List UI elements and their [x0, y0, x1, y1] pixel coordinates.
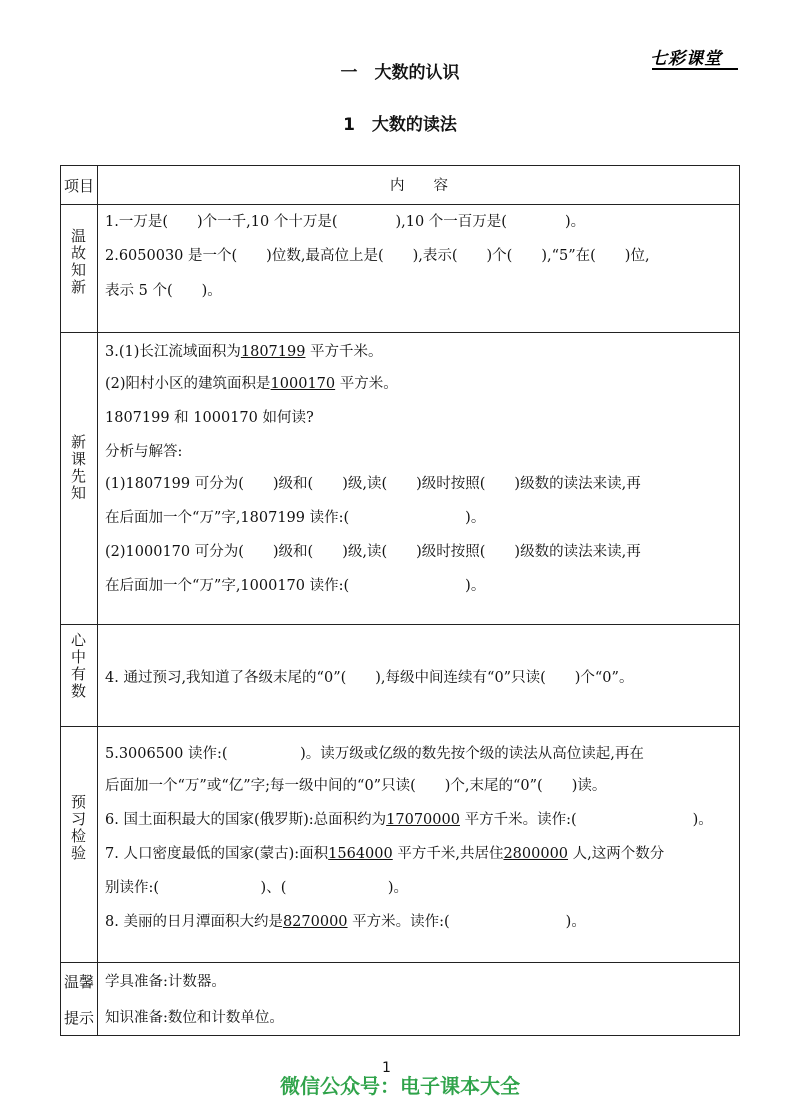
analysis-heading: 分析与解答:	[105, 444, 183, 460]
q3-part1	[105, 342, 383, 362]
q8-text	[105, 912, 586, 932]
row-divider	[61, 332, 739, 333]
brand-logo: 七彩课堂	[650, 49, 722, 69]
section-label-check: 预习检验	[69, 794, 87, 862]
analysis-1-line-2: 在后面加一个“万”字,1807199 读作:( )。	[105, 510, 486, 526]
row-divider	[61, 204, 739, 205]
worksheet-table	[60, 165, 740, 1036]
q8-number: 8270000	[282, 914, 348, 930]
section-label-preview: 新课先知	[69, 434, 87, 502]
q7-line-1	[105, 844, 664, 864]
page-number: 1	[382, 1060, 391, 1076]
q7-middle: 平方千米,共居住	[392, 846, 504, 862]
lesson-title: 1 大数的读法	[343, 115, 457, 135]
review-line-3: 表示 5 个( )。	[105, 283, 222, 299]
q3b-suffix: 平方米。	[335, 376, 398, 392]
row-divider	[61, 624, 739, 625]
q8-prefix: 8. 美丽的日月潭面积大约是	[105, 914, 283, 930]
q3b-number: 1000170	[270, 376, 336, 392]
q3a-prefix: 3.(1)长江流域面积为	[105, 344, 241, 360]
review-line-1: 1.一万是( )个一千,10 个十万是( ),10 个一百万是( )。	[105, 214, 586, 230]
q4-text: 4. 通过预习,我知道了各级末尾的“0”( ),每级中间连续有“0”只读( )个“0”。	[105, 670, 634, 686]
q5-line-2: 后面加一个“万”或“亿”字;每一级中间的“0”只读( )个,末尾的“0”( )读。	[105, 778, 607, 794]
column-divider	[97, 166, 98, 1035]
q7-prefix: 7. 人口密度最低的国家(蒙古):面积	[105, 846, 329, 862]
review-line-2: 2.6050030 是一个( )位数,最高位上是( ),表示( )个( ),“5”在( )位,	[105, 248, 650, 264]
section-label-mind: 心中有数	[69, 632, 87, 700]
analysis-1-line-1: (1)1807199 可分为( )级和( )级,读( )级时按照( )级数的读法来读,再	[105, 476, 641, 492]
analysis-2-line-2: 在后面加一个“万”字,1000170 读作:( )。	[105, 578, 486, 594]
q3-part2	[105, 374, 398, 394]
column-header-content: 内 容	[390, 178, 448, 194]
watermark-text: 微信公众号：电子课本大全	[280, 1074, 520, 1098]
tips-line-2: 知识准备:数位和计数单位。	[105, 1010, 284, 1026]
analysis-2-line-1: (2)1000170 可分为( )级和( )级,读( )级时按照( )级数的读法来读,再	[105, 544, 641, 560]
q3a-suffix: 平方千米。	[305, 344, 383, 360]
q7-line-2: 别读作:( )、( )。	[105, 880, 409, 896]
q3a-number: 1807199	[240, 344, 306, 360]
q6-suffix: 平方千米。读作:( )。	[459, 812, 713, 828]
section-label-tips-bottom: 提示	[63, 1009, 94, 1027]
q7-number-1: 1564000	[328, 846, 393, 862]
q6-prefix: 6. 国土面积最大的国家(俄罗斯):总面积约为	[105, 812, 387, 828]
q7-number-2: 2800000	[503, 846, 569, 862]
q6-number: 17070000	[386, 812, 460, 828]
q6-text	[105, 810, 713, 830]
q5-line-1: 5.3006500 读作:( )。读万级或亿级的数先按个级的读法从高位读起,再在	[105, 746, 644, 762]
tips-line-1: 学具准备:计数器。	[105, 974, 226, 990]
chapter-title: 一 大数的认识	[340, 63, 460, 83]
q3b-prefix: (2)阳村小区的建筑面积是	[105, 376, 271, 392]
column-header-item: 项目	[63, 177, 94, 195]
section-label-tips-top: 温馨	[63, 973, 94, 991]
row-divider	[61, 726, 739, 727]
q3-question: 1807199 和 1000170 如何读?	[105, 410, 314, 426]
row-divider	[61, 962, 739, 963]
q7-suffix: 人,这两个数分	[568, 846, 665, 862]
section-label-review: 温故知新	[69, 228, 87, 296]
q8-suffix: 平方米。读作:( )。	[347, 914, 586, 930]
